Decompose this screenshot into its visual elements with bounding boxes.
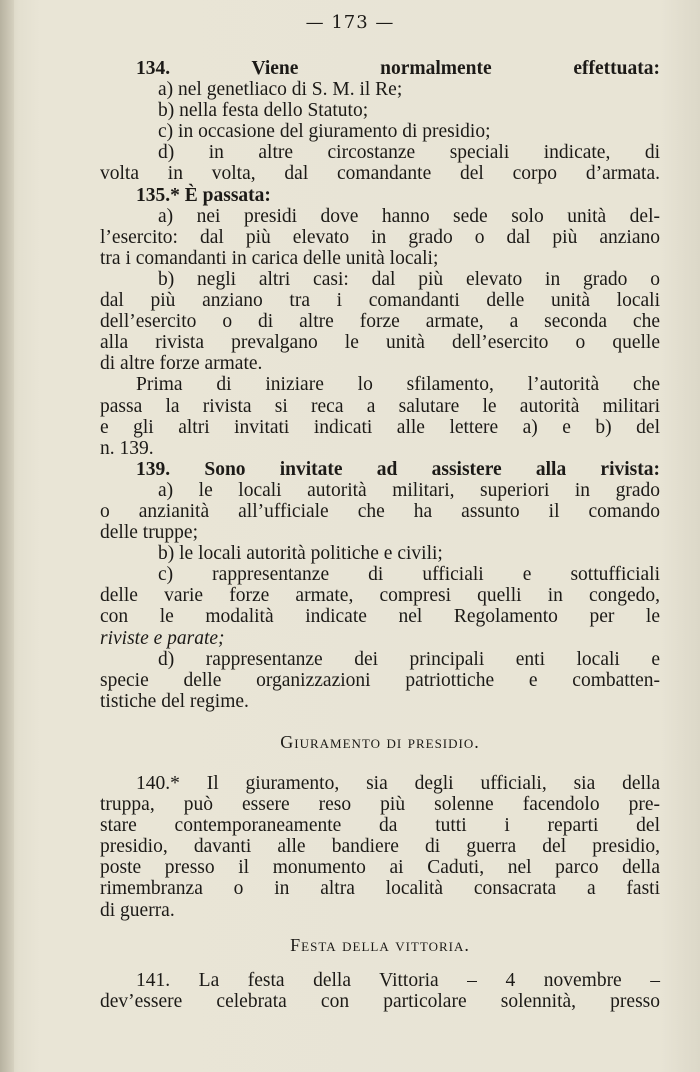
text-line: c) rappresentanze di ufficiali e sottufficiali — [158, 564, 660, 586]
text-line: d) in altre circostanze speciali indicate, di — [158, 142, 660, 164]
text-line: tra i comandanti in carica delle unità locali; — [100, 247, 439, 269]
page-number: — 173 — — [305, 12, 395, 33]
text-line: alla rivista prevalgano le unità dell’esercito o quelle — [100, 332, 660, 354]
text-line: a) nei presidi dove hanno sede solo unità del- — [158, 205, 660, 227]
text-line: c) in occasione del giuramento di presidio; — [158, 121, 491, 143]
text-line: dell’esercito o di altre forze armate, a seconda che — [100, 311, 660, 333]
text-line: di guerra. — [100, 899, 175, 921]
text-line: b) negli altri casi: dal più elevato in grado o — [158, 268, 660, 290]
text-line: rimembranza o in altra località consacrata a fasti — [100, 878, 660, 900]
text-line: 135.* È passata: — [136, 184, 271, 206]
text-line: delle varie forze armate, compresi quelli in congedo, — [100, 585, 660, 607]
text-line: truppa, può essere reso più solenne facendolo pre- — [100, 794, 660, 816]
text-line: dev’essere celebrata con particolare solennità, presso — [100, 990, 660, 1012]
text-line: specie delle organizzazioni patriottiche e combatten- — [100, 669, 660, 691]
text-line: con le modalità indicate nel Regolamento per le — [100, 606, 660, 628]
text-line: poste presso il monumento ai Caduti, nel parco della — [100, 857, 660, 879]
text-line: b) le locali autorità politiche e civili; — [158, 543, 443, 565]
text-line: volta in volta, dal comandante del corpo d’armata. — [100, 163, 660, 185]
text-line: o anzianità all’ufficiale che ha assunto il comando — [100, 500, 660, 522]
text-line: 134. Viene normalmente effettuata: — [136, 58, 660, 79]
text-line: 139. Sono invitate ad assistere alla rivista: — [136, 458, 660, 480]
text-line: b) nella festa dello Statuto; — [158, 100, 369, 122]
text-line: e gli altri invitati indicati alle lettere a) e b) del — [100, 416, 660, 438]
page-gutter-shadow — [0, 0, 14, 1072]
text-line: a) nel genetliaco di S. M. il Re; — [158, 79, 403, 101]
text-line: a) le locali autorità militari, superiori in grado — [158, 479, 660, 501]
text-line: di altre forze armate. — [100, 353, 263, 375]
section-heading: Giuramento di presidio. — [280, 731, 480, 752]
text-line: Prima di iniziare lo sfilamento, l’autorità che — [136, 374, 660, 396]
section-heading: Festa della vittoria. — [290, 934, 470, 955]
text-line: delle truppe; — [100, 522, 199, 544]
page-text — [100, 58, 660, 1012]
text-line: dal più anziano tra i comandanti delle unità locali — [100, 290, 660, 312]
text-line: 140.* Il giuramento, sia degli ufficiali, sia della — [136, 773, 660, 794]
text-line: 141. La festa della Vittoria – 4 novembre – — [136, 969, 660, 991]
text-line: passa la rivista si reca a salutare le autorità militari — [100, 395, 660, 417]
text-line: l’esercito: dal più elevato in grado o dal più anziano — [100, 226, 660, 248]
text-line: stare contemporaneamente da tutti i reparti del — [100, 815, 660, 837]
text-line: d) rappresentanze dei principali enti locali e — [158, 648, 660, 670]
text-line: presidio, davanti alle bandiere di guerra del presidio, — [100, 836, 660, 858]
text-line: riviste e parate; — [100, 627, 225, 649]
text-line: tistiche del regime. — [100, 690, 249, 712]
text-line: n. 139. — [100, 437, 154, 459]
